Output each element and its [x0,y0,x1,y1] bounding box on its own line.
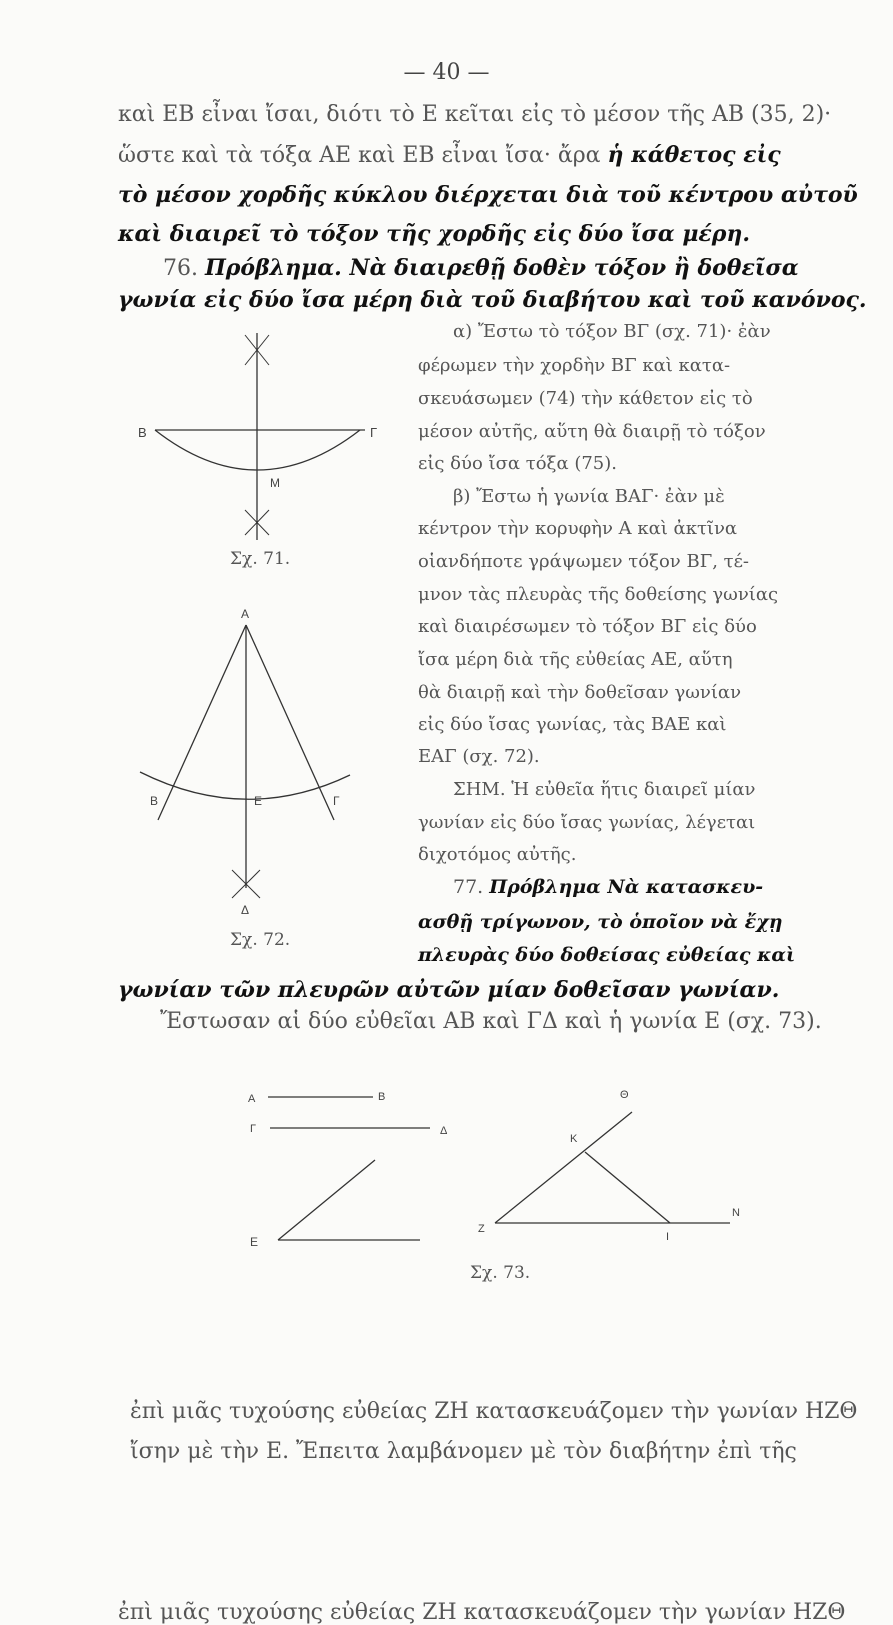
text-line: γωνίαν τῶν πλευρῶν αὐτῶν μίαν δοθεῖσαν γωνίαν. [118,977,780,1003]
fig73-caption: Σχ. 73. [470,1263,531,1283]
text-line: γωνία εἰς δύο ἴσα μέρη διὰ τοῦ διαβήτου καὶ τοῦ κανόνος. [118,287,867,313]
text-line: ἐπὶ μιᾶς τυχούσης εὐθείας ΖΗ κατασκευάζομεν τὴν γωνίαν ΗΖΘ [130,1399,858,1424]
fig71-caption: Σχ. 71. [230,549,291,569]
text-line: ἴσην μὲ τὴν Ε. Ἔπειτα λαμβάνομεν μὲ τὸν διαβήτην ἐπὶ τῆς [130,1439,797,1464]
text-line: πλευρὰς δύο δοθείσας εὐθείας καὶ [418,944,796,966]
fig73-label-n: N [732,1207,740,1219]
fig73-label-d: Δ [440,1125,448,1137]
fig71-label-g: Γ [370,425,378,440]
text-line: κέντρον τὴν κορυφὴν Α καὶ ἀκτῖνα [418,518,738,539]
text-line: ἴσα μέρη διὰ τῆς εὐθείας ΑΕ, αὕτη [418,649,733,670]
fig72-label-e: E [254,794,263,808]
text-line: γωνίαν εἰς δύο ἴσας γωνίας, λέγεται [418,812,756,833]
fig72-side-ab [158,625,246,820]
text-line: εἰς δύο ἴσα τόξα (75). [418,453,618,474]
page-number: — 40 — [403,60,490,85]
text-line: μνον τὰς πλευρὰς τῆς δοθείσης γωνίας [418,584,779,605]
text-line: σκευάσωμεν (74) τὴν κάθετον εἰς τὸ [418,388,753,409]
fig73-label-g: Γ [250,1123,257,1135]
figure-73 [240,1060,760,1280]
fig72-caption: Σχ. 72. [230,930,291,950]
figure-72 [130,600,370,930]
text-line: 77. Πρόβλημα Νὰ κατασκευ- [453,876,764,898]
text-line: καὶ διαιρεῖ τὸ τόξον τῆς χορδῆς εἰς δύο ἴσα μέρη. [118,221,751,247]
fig71-label-m: M [270,476,280,490]
text-line: καὶ ΕΒ εἶναι ἴσαι, διότι τὸ Ε κεῖται εἰς τὸ μέσον τῆς ΑΒ (35, 2)· [118,102,832,127]
text-line: ὥστε καὶ τὰ τόξα ΑΕ καὶ ΕΒ εἶναι ἴσα· ἄρα ἡ κάθετος εἰς [118,142,781,168]
text-line: ασθῇ τρίγωνον, τὸ ὁποῖον νὰ ἔχῃ [418,911,783,933]
text-line: 76. Πρόβλημα. Νὰ διαιρεθῇ δοθὲν τόξον ἢ δοθεῖσα [163,255,799,281]
fig72-label-a: A [241,607,250,621]
text-line: ΕΑΓ (σχ. 72). [418,746,540,767]
fig73-label-th: Θ [620,1089,629,1101]
text-line: διχοτόμος αὐτῆς. [418,844,577,865]
text-line: β) Ἔστω ἡ γωνία ΒΑΓ· ἐὰν μὲ [453,486,725,507]
fig73-ray-zth [495,1112,632,1223]
text-line: οἱανδήποτε γράψωμεν τόξον ΒΓ, τέ- [418,551,749,572]
text-line: ἐπὶ μιᾶς τυχούσης εὐθείας ΖΗ κατασκευάζομεν τὴν γωνίαν ΗΖΘ [118,1600,846,1625]
fig72-label-d: Δ [241,903,250,917]
text-line: α) Ἔστω τὸ τόξον ΒΓ (σχ. 71)· ἐὰν [453,321,771,342]
fig72-label-b: B [150,794,159,808]
fig73-label-a: A [248,1093,256,1105]
fig72-label-g: Γ [333,794,340,808]
fig73-label-i: I [666,1231,670,1243]
fig73-label-e: E [250,1235,259,1249]
text-line: καὶ διαιρέσωμεν τὸ τόξον ΒΓ εἰς δύο [418,616,757,637]
text-line: μέσον αὐτῆς, αὕτη θὰ διαιρῇ τὸ τόξον [418,421,766,442]
text-line: εἰς δύο ἴσας γωνίας, τὰς ΒΑΕ καὶ [418,714,727,735]
fig73-label-b: B [378,1091,386,1103]
text-line: θὰ διαιρῇ καὶ τὴν δοθεῖσαν γωνίαν [418,682,742,703]
text-line: Ἔστωσαν αἱ δύο εὐθεῖαι ΑΒ καὶ ΓΔ καὶ ἡ γωνία Ε (σχ. 73). [160,1009,822,1034]
fig73-label-z: Z [478,1223,485,1235]
fig73-angle-e-side1 [278,1160,375,1240]
fig73-side-ki [585,1152,670,1223]
figure-71 [120,325,400,555]
text-line: ΣΗΜ. Ἡ εὐθεῖα ἥτις διαιρεῖ μίαν [453,779,756,800]
text-line: φέρωμεν τὴν χορδὴν ΒΓ καὶ κατα- [418,355,731,376]
fig71-label-b: B [138,425,147,440]
text-line: τὸ μέσον χορδῆς κύκλου διέρχεται διὰ τοῦ κέντρου αὐτοῦ [118,182,858,208]
fig72-side-ag [246,625,334,820]
fig73-label-k: K [570,1133,578,1145]
